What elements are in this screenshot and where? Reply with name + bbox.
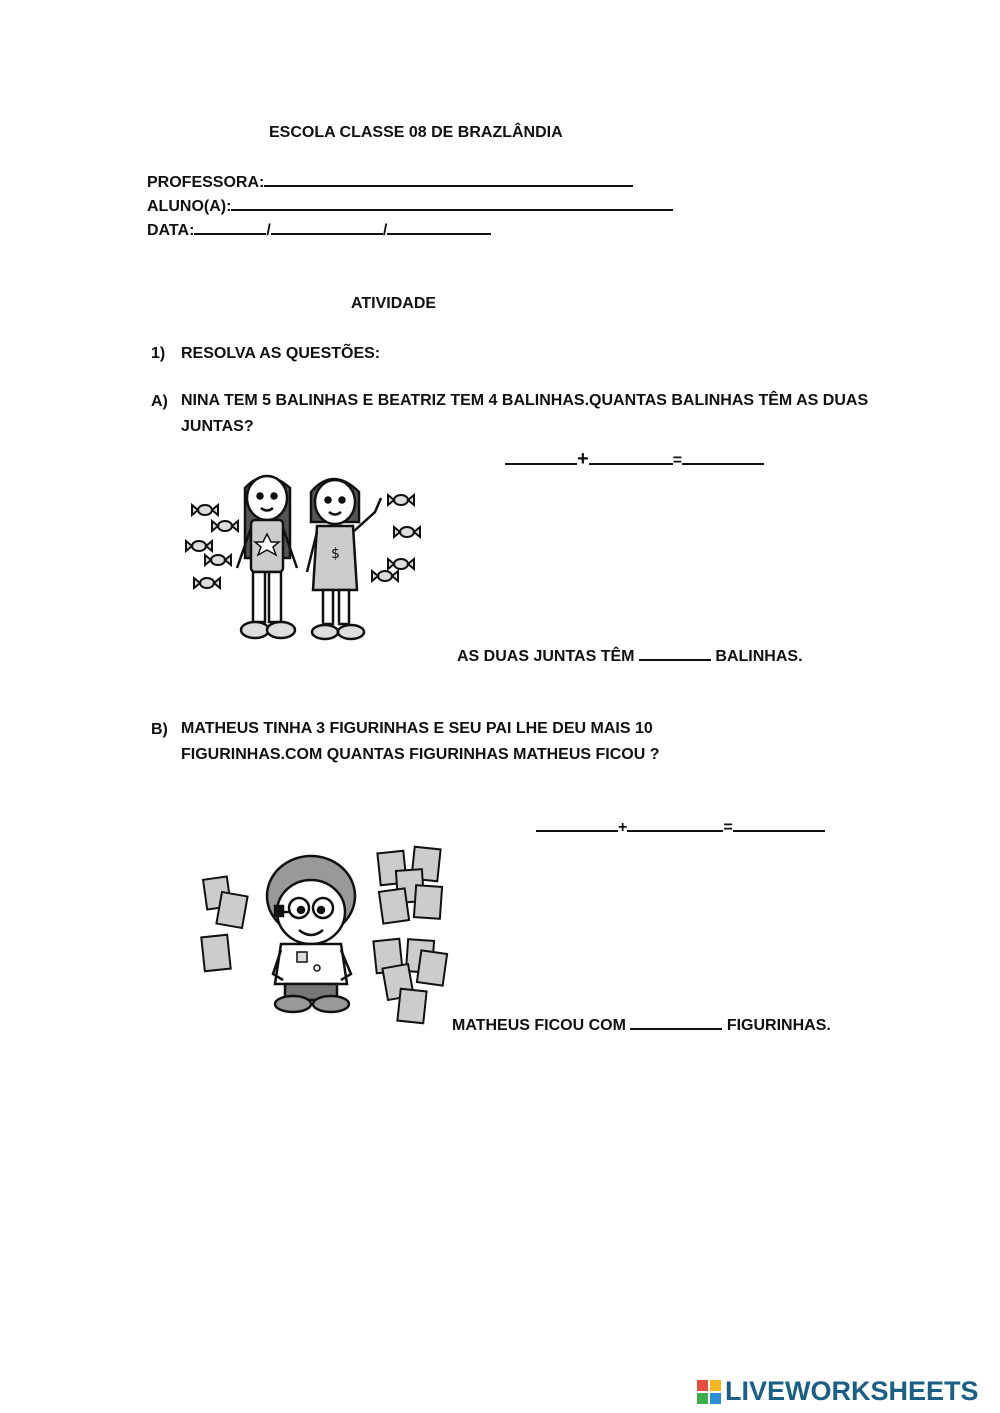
liveworksheets-logo[interactable] <box>697 1376 979 1407</box>
student-line <box>147 195 673 218</box>
result-blank[interactable] <box>682 449 764 465</box>
date-separator: / <box>266 222 271 239</box>
answer-suffix: FIGURINHAS. <box>726 1017 831 1034</box>
question-b-answer <box>452 1014 831 1037</box>
candy-icon <box>186 541 212 551</box>
activity-title: ATIVIDADE <box>351 295 437 312</box>
equals-sign: = <box>723 819 733 836</box>
sticker-icon <box>379 888 409 923</box>
sticker-icon <box>397 989 426 1024</box>
answer-a-blank[interactable] <box>639 645 711 661</box>
candy-icon <box>192 505 218 515</box>
question-b-text: MATHEUS TINHA 3 FIGURINHAS E SEU PAI LHE DEU MAIS 10 FIGURINHAS.COM QUANTAS FIGURINHAS MATHEUS FICOU ? <box>181 720 660 763</box>
girls-with-candies-illustration <box>183 468 428 658</box>
plus-sign: + <box>577 448 589 470</box>
sticker-icon <box>417 950 447 985</box>
date-month-blank[interactable] <box>271 219 383 235</box>
teacher-label: PROFESSORA: <box>147 174 265 191</box>
candy-icon <box>212 521 238 531</box>
school-name: ESCOLA CLASSE 08 DE BRAZLÂNDIA <box>269 124 563 141</box>
logo-blocks-icon <box>697 1380 721 1404</box>
date-day-blank[interactable] <box>194 219 266 235</box>
answer-suffix: BALINHAS. <box>715 648 803 665</box>
answer-prefix: MATHEUS FICOU COM <box>452 1017 626 1034</box>
sticker-icon <box>201 935 230 972</box>
answer-prefix: AS DUAS JUNTAS TÊM <box>457 648 635 665</box>
student-label: ALUNO(A): <box>147 198 232 215</box>
result-blank[interactable] <box>733 816 825 832</box>
addend-2-blank[interactable] <box>589 449 673 465</box>
date-separator: / <box>382 222 388 239</box>
addend-1-blank[interactable] <box>536 816 618 832</box>
brand-name: LIVEWORKSHEETS <box>725 1376 979 1406</box>
sticker-icon <box>414 885 442 919</box>
sticker-icon <box>216 892 247 928</box>
instruction-number: 1) <box>151 345 166 362</box>
candy-icon <box>194 578 220 588</box>
date-label: DATA: <box>147 222 195 239</box>
question-b-letter: B) <box>151 721 168 738</box>
question-a-text: NINA TEM 5 BALINHAS E BEATRIZ TEM 4 BALINHAS.QUANTAS BALINHAS TÊM AS DUAS JUNTAS? <box>181 392 869 435</box>
date-line <box>147 219 491 242</box>
teacher-line <box>147 171 633 194</box>
plus-sign: + <box>618 819 628 836</box>
date-year-blank[interactable] <box>387 219 491 235</box>
candy-icon <box>372 571 398 581</box>
addend-1-blank[interactable] <box>505 449 577 465</box>
equals-sign: = <box>672 452 683 469</box>
question-a-equation <box>505 445 764 474</box>
boy-with-stickers-illustration <box>195 840 455 1030</box>
question-b-equation <box>536 816 825 839</box>
svg-text:$: $ <box>331 546 340 562</box>
question-a-letter: A) <box>151 393 168 410</box>
question-a-answer <box>457 645 803 668</box>
candy-icon <box>388 559 414 569</box>
student-blank[interactable] <box>231 195 673 211</box>
candy-icon <box>394 527 420 537</box>
candy-icon <box>388 495 414 505</box>
instruction-text: RESOLVA AS QUESTÕES: <box>181 345 381 362</box>
addend-2-blank[interactable] <box>627 816 723 832</box>
teacher-blank[interactable] <box>264 171 633 187</box>
candy-icon <box>205 555 231 565</box>
answer-b-blank[interactable] <box>630 1014 722 1030</box>
